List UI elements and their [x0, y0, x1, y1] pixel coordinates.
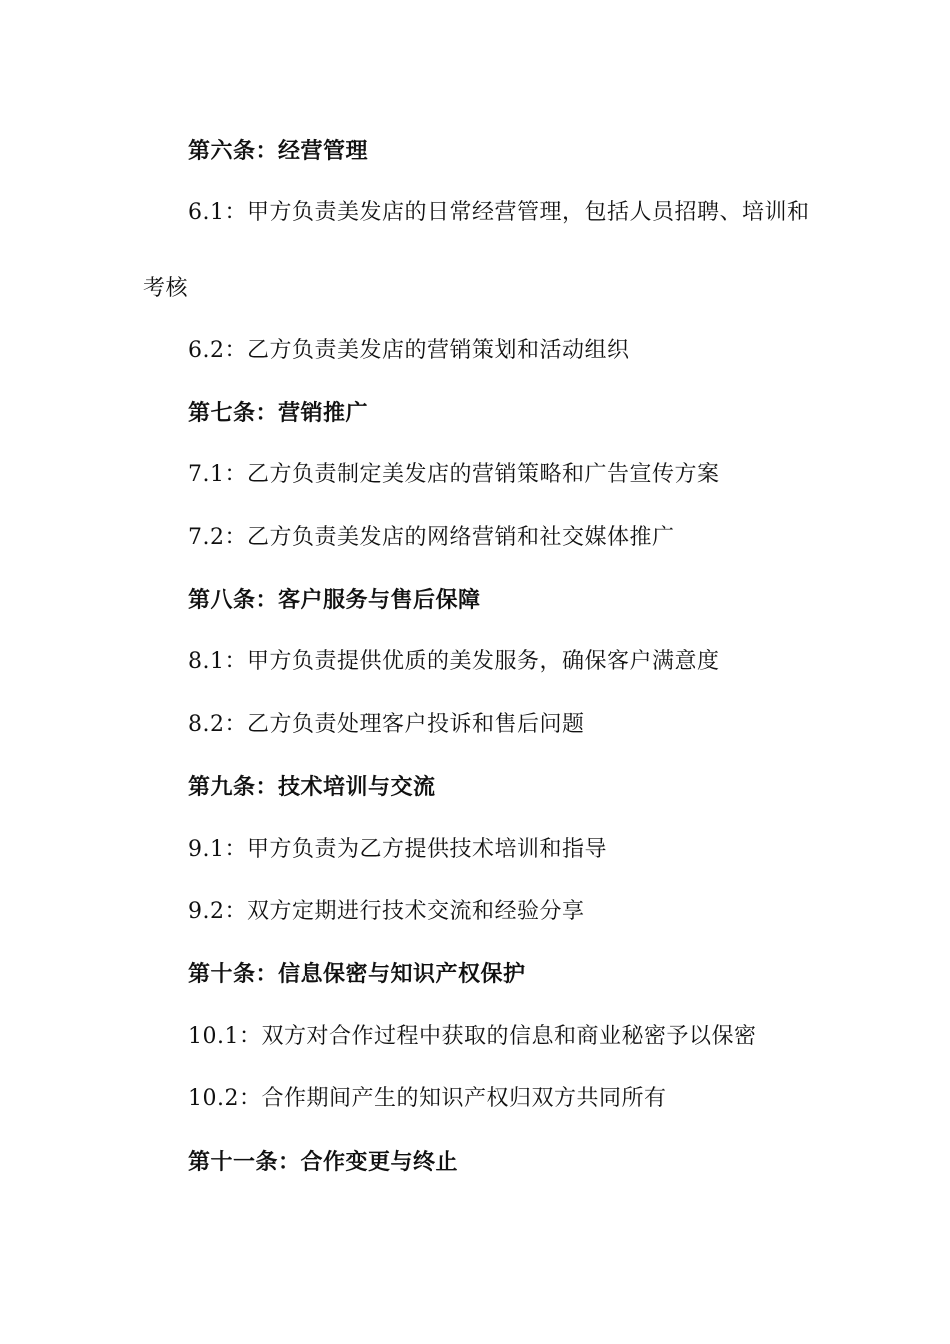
clause-10-2: 10.2：合作期间产生的知识产权归双方共同所有 [188, 1086, 667, 1111]
clause-10-1: 10.1：双方对合作过程中获取的信息和商业秘密予以保密 [188, 1024, 757, 1049]
section-heading-6: 第六条：经营管理 [188, 138, 369, 164]
clause-9-1: 9.1：甲方负责为乙方提供技术培训和指导 [188, 837, 607, 862]
section-heading-7: 第七条：营销推广 [188, 400, 369, 426]
clause-8-1: 8.1：甲方负责提供优质的美发服务，确保客户满意度 [188, 649, 720, 674]
section-heading-8: 第八条：客户服务与售后保障 [188, 587, 481, 613]
clause-8-2: 8.2：乙方负责处理客户投诉和售后问题 [188, 712, 585, 737]
clause-7-1: 7.1：乙方负责制定美发店的营销策略和广告宣传方案 [188, 462, 720, 487]
section-heading-10: 第十条：信息保密与知识产权保护 [188, 961, 526, 987]
clause-6-1-continuation: 考核 [143, 276, 189, 301]
clause-6-1: 6.1：甲方负责美发店的日常经营管理，包括人员招聘、培训和 [188, 200, 810, 225]
section-heading-11: 第十一条：合作变更与终止 [188, 1149, 459, 1175]
clause-7-2: 7.2：乙方负责美发店的网络营销和社交媒体推广 [188, 525, 675, 550]
section-heading-9: 第九条：技术培训与交流 [188, 774, 436, 800]
clause-9-2: 9.2：双方定期进行技术交流和经验分享 [188, 899, 585, 924]
clause-6-2: 6.2：乙方负责美发店的营销策划和活动组织 [188, 338, 630, 363]
